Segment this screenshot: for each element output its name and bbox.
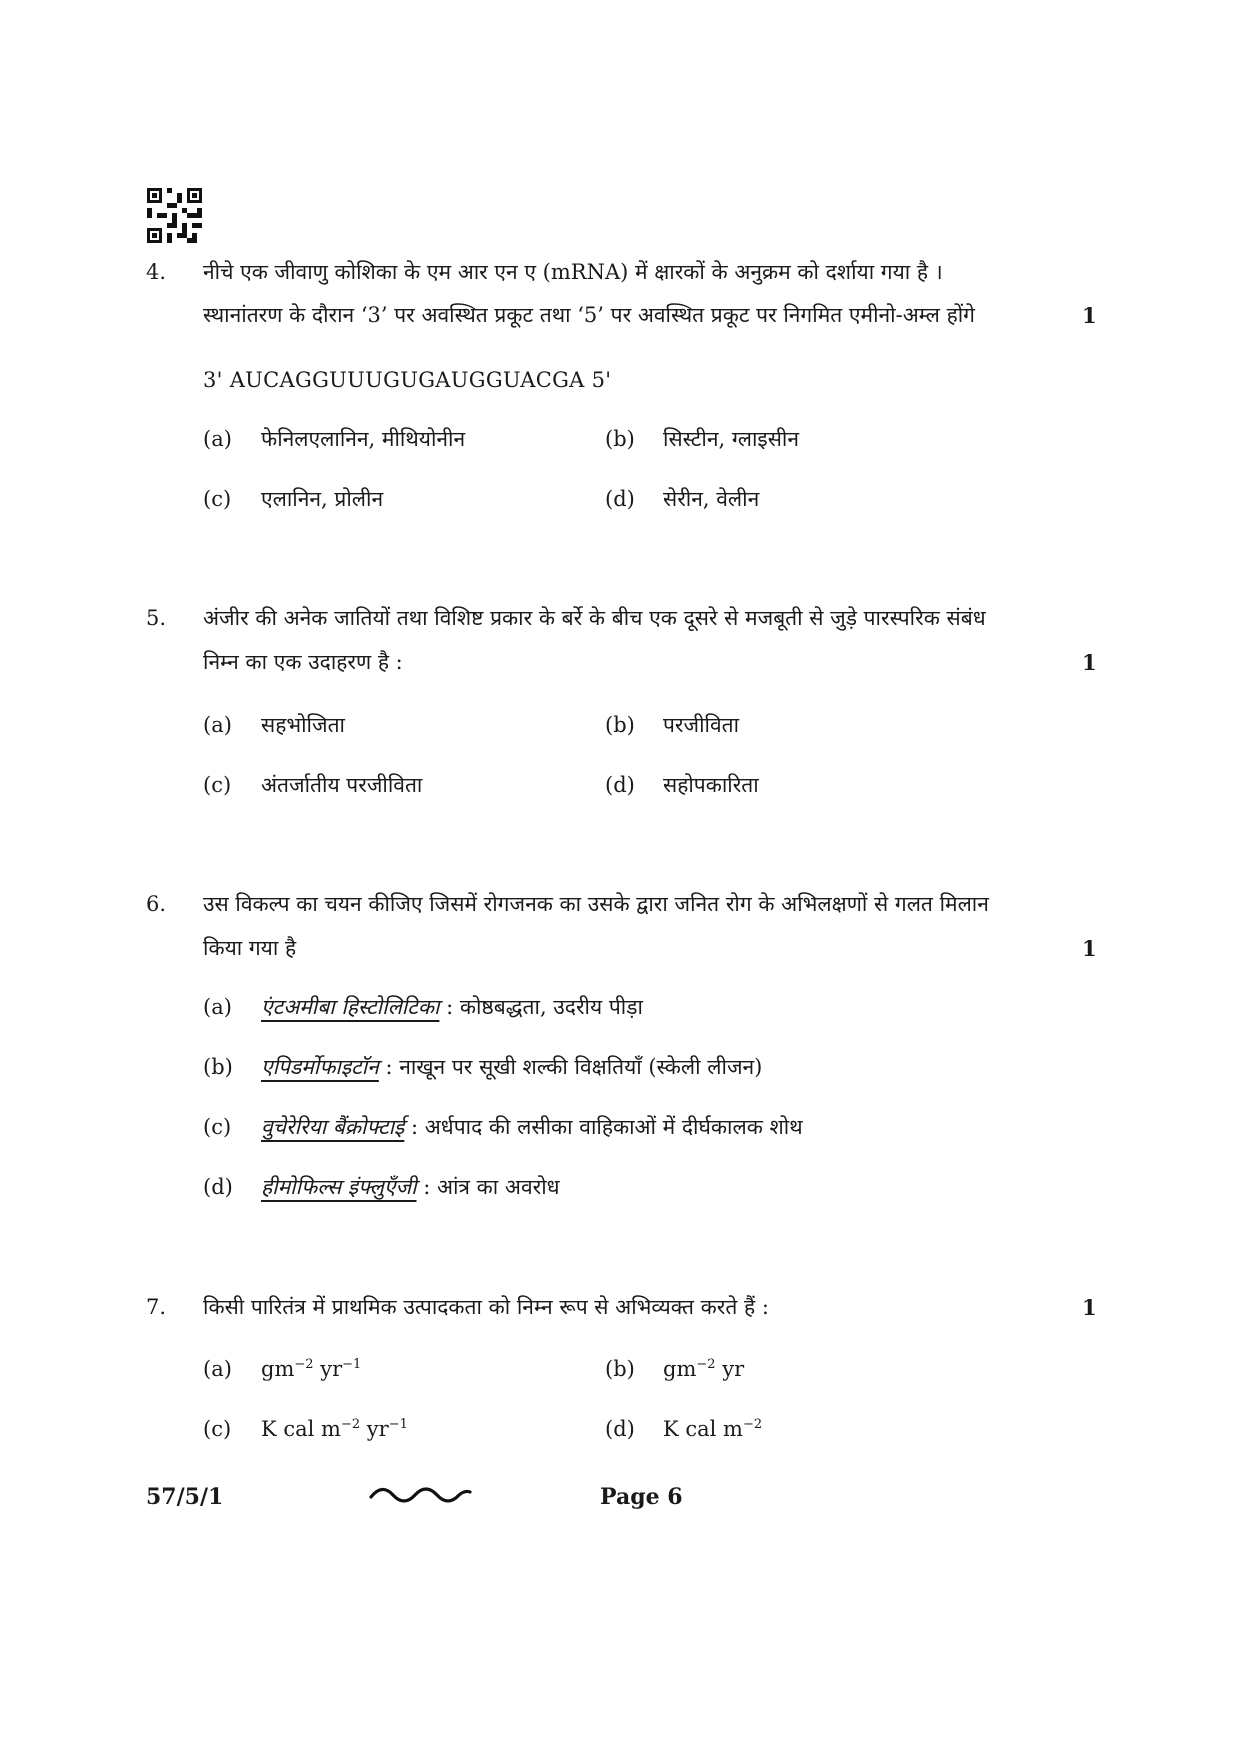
question-stem-line: किया गया है — [203, 936, 297, 960]
question-number: 4. — [146, 260, 167, 284]
pathogen-name: हीमोफिल्स इंफ्लुएँजी — [261, 1175, 417, 1199]
question-number: 7. — [146, 1295, 167, 1319]
question-stem-line: अंजीर की अनेक जातियों तथा विशिष्ट प्रकार के बर्रे के बीच एक दूसरे से मजबूती से जुड़े पारस्परिक संबंध — [203, 606, 986, 630]
option-d: (d) हीमोफिल्स इंफ्लुएँजी : आंत्र का अवरोध — [203, 1175, 560, 1199]
option-d: (d) सेरीन, वेलीन — [605, 487, 760, 511]
marks-label: 1 — [1082, 936, 1097, 961]
option-b: (b) $gm^{-2}$ yr — [605, 1357, 745, 1381]
question-number: 5. — [146, 606, 167, 630]
marks-label: 1 — [1082, 303, 1097, 328]
wave-ornament-icon — [368, 1480, 473, 1510]
pathogen-name: वुचेरेरिया बैंक्रोफ्टाई — [261, 1115, 405, 1139]
question-stem-line: नीचे एक जीवाणु कोशिका के एम आर एन ए (mRNA) में क्षारकों के अनुक्रम को दर्शाया गया है । — [203, 260, 943, 284]
option-c: (c) वुचेरेरिया बैंक्रोफ्टाई : अर्धपाद की लसीका वाहिकाओं में दीर्घकालक शोथ — [203, 1115, 803, 1139]
option-a: (a) फेनिलएलानिन, मीथियोनीन — [203, 427, 466, 451]
option-a: (a) $gm^{-2}$ $yr^{-1}$ — [203, 1357, 362, 1381]
option-b: (b) परजीविता — [605, 713, 740, 737]
page-number: Page 6 — [600, 1484, 683, 1510]
mrna-sequence: 3' AUCAGGUUUGUGAUGGUACGA 5' — [203, 368, 612, 392]
question-stem-line: निम्न का एक उदाहरण है : — [203, 650, 403, 674]
marks-label: 1 — [1082, 1295, 1097, 1320]
question-stem-line: उस विकल्प का चयन कीजिए जिसमें रोगजनक का उसके द्वारा जनित रोग के अभिलक्षणों से गलत मिलान — [203, 892, 989, 916]
option-b: (b) सिस्टीन, ग्लाइसीन — [605, 427, 800, 451]
option-c: (c) एलानिन, प्रोलीन — [203, 487, 384, 511]
pathogen-name: एंटअमीबा हिस्टोलिटिका — [261, 995, 440, 1019]
option-d: (d) सहोपकारिता — [605, 773, 759, 797]
option-d: (d) K cal $m^{-2}$ — [605, 1417, 763, 1441]
marks-label: 1 — [1082, 650, 1097, 675]
option-c: (c) K cal $m^{-2}$ $yr^{-1}$ — [203, 1417, 408, 1441]
question-stem-line: स्थानांतरण के दौरान ‘3’ पर अवस्थित प्रकूट तथा ‘5’ पर अवस्थित प्रकूट पर निगमित एमीनो-अम्ल होंगे — [203, 303, 975, 327]
option-b: (b) एपिडर्मोफाइटॉन : नाखून पर सूखी शल्की विक्षतियाँ (स्केली लीजन) — [203, 1055, 763, 1079]
question-stem-line: किसी पारितंत्र में प्राथमिक उत्पादकता को निम्न रूप से अभिव्यक्त करते हैं : — [203, 1295, 769, 1319]
option-c: (c) अंतर्जातीय परजीविता — [203, 773, 423, 797]
qr-code-icon — [147, 188, 202, 243]
option-a: (a) एंटअमीबा हिस्टोलिटिका : कोष्ठबद्धता, उदरीय पीड़ा — [203, 995, 643, 1019]
paper-code: 57/5/1 — [146, 1484, 224, 1510]
option-a: (a) सहभोजिता — [203, 713, 345, 737]
question-number: 6. — [146, 892, 167, 916]
pathogen-name: एपिडर्मोफाइटॉन — [261, 1055, 379, 1079]
